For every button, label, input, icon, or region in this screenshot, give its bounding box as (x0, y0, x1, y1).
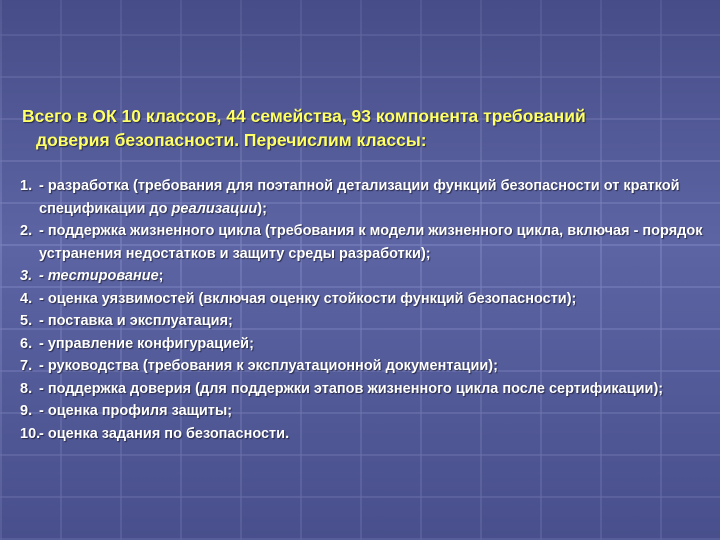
item-italic-term: тестирование (47, 268, 159, 284)
list-item (20, 175, 710, 220)
item-text: - поддержка доверия (для поддержки этапов жизненного цикла после сертификации); (39, 380, 664, 397)
item-number: 4. (20, 290, 33, 307)
item-text: - оценка профиля защиты; (39, 403, 233, 419)
item-text: - руководства (требования к эксплуатационной документации); (39, 358, 498, 374)
item-italic-term: реализации (171, 200, 258, 217)
item-number: 5. (20, 313, 33, 329)
list-item (20, 378, 710, 401)
item-text: - поставка и эксплуатация; (39, 313, 233, 329)
item-text: - тестирование; (39, 268, 164, 284)
item-text: - оценка уязвимостей (включая оценку стойкости функций безопасности); (39, 290, 577, 307)
title-line-2: доверия безопасности. Перечислим классы: (36, 130, 427, 150)
list-item (20, 288, 710, 311)
item-number: 2. (20, 223, 33, 239)
item-number: 6. (20, 335, 33, 352)
item-number: 9. (20, 403, 33, 419)
item-number: 10. (20, 425, 41, 442)
item-text: - разработка (требования для поэтапной детализации функций безопасности от краткой спецификации до реализации); (39, 178, 680, 217)
slide-title (22, 104, 702, 152)
title-line-1: Всего в ОК 10 классов, 44 семейства, 93 компонента требований (22, 106, 586, 126)
class-list (20, 175, 710, 445)
item-text: - управление конфигурацией; (39, 335, 254, 352)
item-number: 3. (20, 268, 33, 284)
list-item (20, 400, 710, 423)
item-number: 7. (20, 358, 33, 374)
list-item (20, 355, 710, 378)
item-text: - поддержка жизненного цикла (требования к модели жизненного цикла, включая - порядок устранения недостатков и защиту среды разработки); (39, 223, 703, 262)
list-item (20, 333, 710, 356)
list-item (20, 265, 710, 288)
list-item (20, 220, 710, 265)
list-item (20, 310, 710, 333)
item-number: 8. (20, 380, 33, 397)
item-text: - оценка задания по безопасности. (39, 425, 290, 442)
item-number: 1. (20, 178, 33, 194)
list-item (20, 423, 710, 446)
